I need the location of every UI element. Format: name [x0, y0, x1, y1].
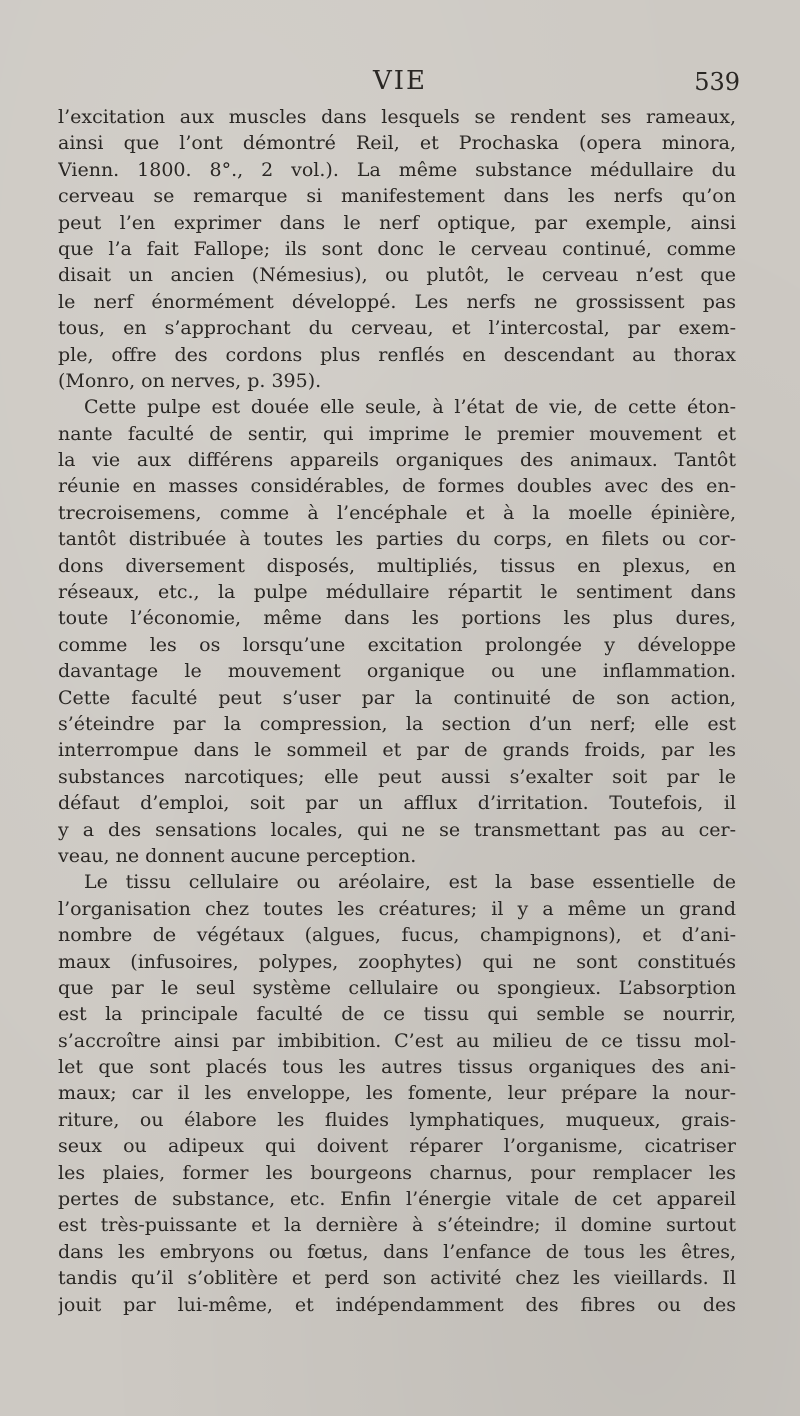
text-line: dons diversement disposés, multipliés, tissus en plexus, en — [58, 554, 736, 577]
text-line: y a des sensations locales, qui ne se transmettant pas au cer- — [58, 818, 736, 841]
text-line: l’organisation chez toutes les créatures; il y a même un grand — [58, 897, 736, 920]
text-line: cerveau se remarque si manifestement dans les nerfs qu’on — [58, 185, 736, 208]
text-line: l’excitation aux muscles dans lesquels se rendent ses rameaux, — [58, 106, 736, 128]
body-text — [58, 104, 736, 1318]
text-line: Vienn. 1800. 8°., 2 vol.). La même substance médullaire du — [58, 158, 736, 181]
text-line: que par le seul système cellulaire ou spongieux. L’absorption — [58, 976, 736, 999]
text-line: toute l’économie, même dans les portions les plus dures, — [58, 607, 736, 630]
text-line: ple, offre des cordons plus renflés en descendant au thorax — [58, 343, 736, 366]
text-line: Le tissu cellulaire ou aréolaire, est la base essentielle de — [84, 871, 736, 894]
text-line: seux ou adipeux qui doivent réparer l’organisme, cicatriser — [58, 1135, 736, 1158]
running-head-title: VIE — [372, 66, 428, 96]
text-line: comme les os lorsqu’une excitation prolongée y développe — [58, 633, 736, 656]
text-line: s’éteindre par la compression, la section d’un nerf; elle est — [58, 712, 736, 735]
text-line: davantage le mouvement organique ou une inflammation. — [58, 660, 736, 683]
text-line: est très-puissante et la dernière à s’éteindre; il domine surtout — [58, 1214, 736, 1237]
text-line: Cette pulpe est douée elle seule, à l’état de vie, de cette éton- — [84, 396, 736, 419]
text-line: nombre de végétaux (algues, fucus, champignons), et d’ani- — [58, 924, 736, 947]
text-line: disait un ancien (Némesius), ou plutôt, le cerveau n’est que — [58, 264, 736, 287]
text-line: ainsi que l’ont démontré Reil, et Prochaska (opera minora, — [58, 132, 736, 155]
text-line: Cette faculté peut s’user par la continuité de son action, — [58, 686, 736, 709]
text-line: réseaux, etc., la pulpe médullaire répartit le sentiment dans — [58, 581, 736, 604]
text-line: pertes de substance, etc. Enfin l’énergie vitale de cet appareil — [58, 1188, 736, 1211]
text-line: tantôt distribuée à toutes les parties du corps, en filets ou cor- — [58, 528, 736, 551]
text-line: nante faculté de sentir, qui imprime le premier mouvement et — [58, 422, 736, 445]
text-line: est la principale faculté de ce tissu qui semble se nourrir, — [58, 1003, 736, 1026]
text-line: riture, ou élabore les fluides lymphatiques, muqueux, grais- — [58, 1108, 736, 1131]
text-line: interrompue dans le sommeil et par de grands froids, par les — [58, 739, 736, 762]
text-line: les plaies, former les bourgeons charnus, pour remplacer les — [58, 1161, 736, 1184]
text-line: let que sont placés tous les autres tissus organiques des ani- — [58, 1056, 736, 1079]
page-number: 539 — [694, 68, 740, 96]
text-line: réunie en masses considérables, de formes doubles avec des en- — [58, 475, 736, 498]
text-line: que l’a fait Fallope; ils sont donc le cerveau continué, comme — [58, 237, 736, 260]
text-line: peut l’en exprimer dans le nerf optique, par exemple, ainsi — [58, 211, 736, 234]
running-head — [0, 64, 800, 104]
text-line: trecroisemens, comme à l’encéphale et à la moelle épinière, — [58, 501, 736, 524]
text-line: maux (infusoires, polypes, zoophytes) qui ne sont constitués — [58, 950, 736, 973]
text-line: substances narcotiques; elle peut aussi s’exalter soit par le — [58, 765, 736, 788]
text-line: maux; car il les enveloppe, les fomente, leur prépare la nour- — [58, 1082, 736, 1105]
text-line: tandis qu’il s’oblitère et perd son activité chez les vieillards. Il — [58, 1267, 736, 1290]
text-line: veau, ne donnent aucune perception. — [58, 844, 417, 867]
text-line: jouit par lui-même, et indépendamment des fibres ou des — [58, 1293, 736, 1316]
text-line: défaut d’emploi, soit par un afflux d’irritation. Toutefois, il — [58, 792, 736, 815]
text-line: le nerf énormément développé. Les nerfs ne grossissent pas — [58, 290, 736, 313]
text-line: s’accroître ainsi par imbibition. C’est au milieu de ce tissu mol- — [58, 1029, 736, 1052]
text-line: tous, en s’approchant du cerveau, et l’intercostal, par exem- — [58, 317, 736, 340]
text-line: (Monro, on nerves, p. 395). — [58, 369, 322, 392]
text-line: dans les embryons ou fœtus, dans l’enfance de tous les êtres, — [58, 1240, 736, 1263]
text-line: la vie aux différens appareils organiques des animaux. Tantôt — [58, 449, 736, 472]
